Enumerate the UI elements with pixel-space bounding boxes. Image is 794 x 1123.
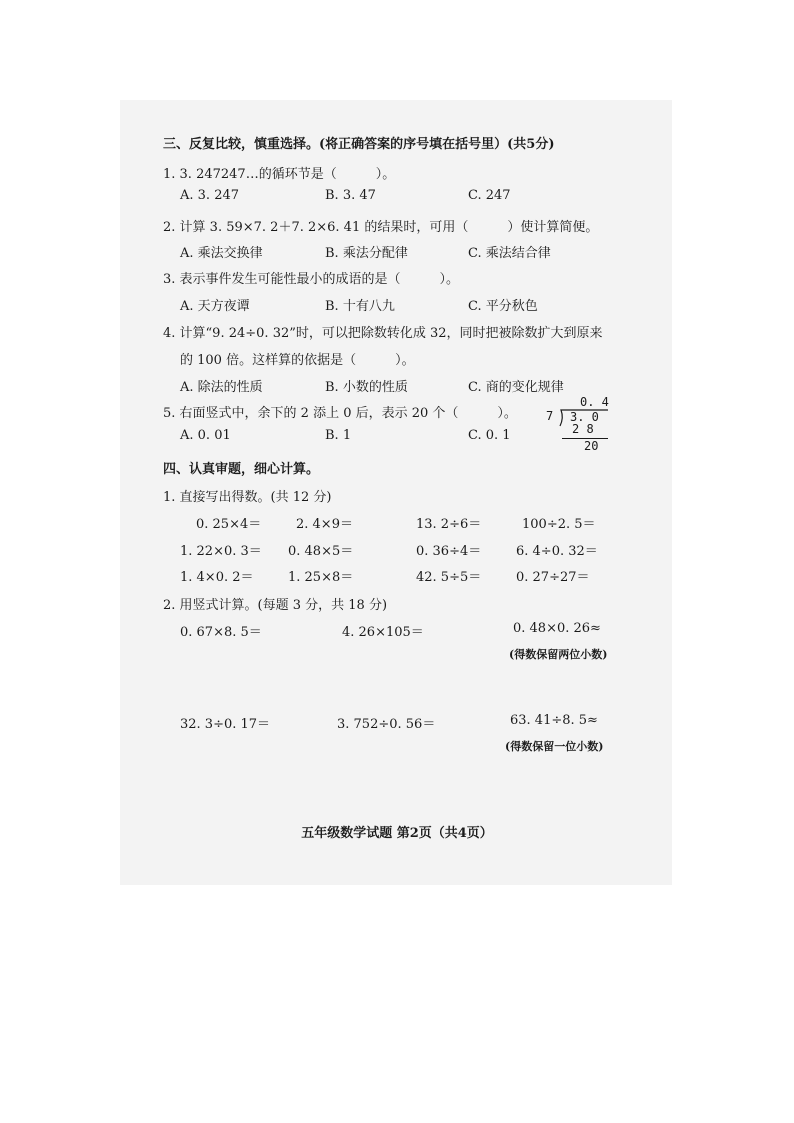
vertical-calc-item: 4. 26×105＝ — [342, 625, 424, 640]
division-remainder: 20 — [584, 439, 599, 453]
direct-calc-item: 42. 5÷5＝ — [416, 570, 482, 585]
question-1-option-c: C. 247 — [468, 188, 511, 203]
direct-calc-item: 0. 25×4＝ — [196, 517, 262, 532]
direct-calc-item: 0. 48×5＝ — [288, 544, 354, 559]
question-1-stem: 1. 3. 247247…的循环节是（ ）。 — [163, 167, 396, 182]
question-4-stem-line2: 的 100 倍。这样算的依据是（ ）。 — [180, 353, 415, 368]
division-dividend: 3. 0 — [570, 410, 599, 424]
direct-calc-item: 0. 36÷4＝ — [416, 544, 482, 559]
question-5-option-c: C. 0. 1 — [468, 428, 511, 443]
question-5-stem: 5. 右面竖式中，余下的 2 添上 0 后，表示 20 个（ ）。 — [163, 406, 517, 421]
question-3-stem: 3. 表示事件发生可能性最小的成语的是（ ）。 — [163, 272, 460, 287]
vertical-calc-item: 0. 67×8. 5＝ — [180, 625, 262, 640]
question-5-option-a: A. 0. 01 — [180, 428, 231, 443]
long-division — [540, 395, 610, 455]
question-2-stem: 2. 计算 3. 59×7. 2＋7. 2×6. 41 的结果时，可用（ ）使计算简便。 — [163, 220, 599, 235]
direct-calc-title: 1. 直接写出得数。(共 12 分) — [163, 490, 332, 505]
question-4-option-c: C. 商的变化规律 — [468, 380, 564, 395]
vertical-calc-item: 0. 48×0. 26≈ — [513, 621, 601, 636]
direct-calc-item: 6. 4÷0. 32＝ — [516, 544, 598, 559]
vertical-calc-item: 3. 752÷0. 56＝ — [337, 717, 436, 732]
question-5-option-b: B. 1 — [325, 428, 352, 443]
section3-title: 三、反复比较，慎重选择。(将正确答案的序号填在括号里）(共5分) — [163, 137, 555, 152]
question-4-option-b: B. 小数的性质 — [325, 380, 408, 395]
section4-title: 四、认真审题，细心计算。 — [163, 462, 320, 477]
question-2-option-a: A. 乘法交换律 — [180, 246, 263, 261]
question-4-option-a: A. 除法的性质 — [180, 380, 263, 395]
division-product: 2 8 — [572, 422, 594, 436]
question-1-option-a: A. 3. 247 — [180, 188, 240, 203]
page-footer: 五年级数学试题 第2页（共4页） — [301, 826, 493, 841]
direct-calc-item: 1. 25×8＝ — [288, 570, 354, 585]
division-divisor: 7 — [546, 409, 554, 423]
question-3-option-a: A. 天方夜谭 — [180, 299, 250, 314]
question-3-option-c: C. 平分秋色 — [468, 299, 538, 314]
direct-calc-item: 13. 2÷6＝ — [416, 517, 482, 532]
question-2-option-b: B. 乘法分配律 — [325, 246, 408, 261]
direct-calc-item: 100÷2. 5＝ — [522, 517, 596, 532]
division-quotient: 0. 4 — [580, 395, 609, 409]
direct-calc-item: 1. 22×0. 3＝ — [180, 544, 262, 559]
question-2-option-c: C. 乘法结合律 — [468, 246, 551, 261]
question-4-stem-line1: 4. 计算“9. 24÷0. 32”时，可以把除数转化成 32，同时把被除数扩大到原来 — [163, 326, 603, 341]
rounding-note-two-decimals: (得数保留两位小数) — [509, 648, 608, 661]
direct-calc-item: 2. 4×9＝ — [296, 517, 353, 532]
vertical-calc-title: 2. 用竖式计算。(每题 3 分，共 18 分) — [163, 598, 388, 613]
question-3-option-b: B. 十有八九 — [325, 299, 395, 314]
vertical-calc-item: 63. 41÷8. 5≈ — [510, 713, 598, 728]
vertical-calc-item: 32. 3÷0. 17＝ — [180, 717, 271, 732]
direct-calc-item: 0. 27÷27＝ — [516, 570, 590, 585]
rounding-note-one-decimal: (得数保留一位小数) — [505, 740, 604, 753]
direct-calc-item: 1. 4×0. 2＝ — [180, 570, 254, 585]
question-1-option-b: B. 3. 47 — [325, 188, 376, 203]
